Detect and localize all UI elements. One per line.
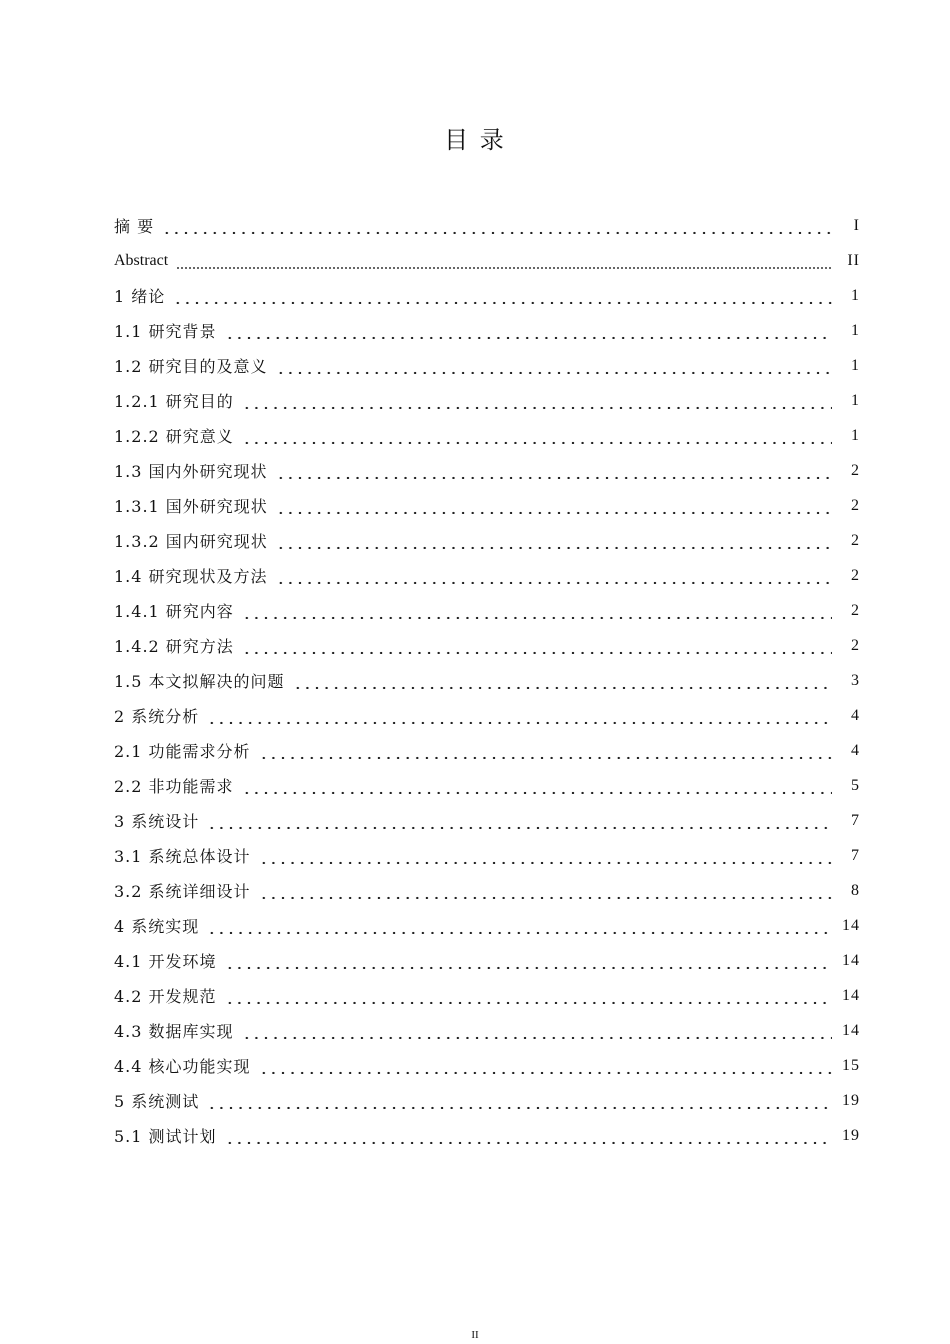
toc-entry[interactable] (114, 1013, 860, 1048)
dot-leader (242, 778, 832, 794)
dot-leader (207, 918, 832, 934)
toc-entry-page: 14 (842, 916, 860, 934)
toc-entry[interactable] (114, 943, 860, 978)
toc-entry[interactable] (114, 698, 860, 733)
toc-entry[interactable] (114, 908, 860, 943)
toc-entry[interactable] (114, 453, 860, 488)
dot-leader (207, 1093, 832, 1109)
toc-entry[interactable] (114, 1118, 860, 1153)
toc-entry[interactable] (114, 733, 860, 768)
dot-leader (162, 218, 832, 234)
toc-entry-label: 4.2 开发规范 (114, 987, 217, 1006)
toc-entry[interactable] (114, 768, 860, 803)
toc-entry-label: 2.2 非功能需求 (114, 777, 234, 796)
toc-entry-label: 1.3.1 国外研究现状 (114, 497, 268, 516)
table-of-contents (114, 208, 860, 1153)
toc-entry-page: 2 (851, 636, 860, 654)
toc-entry-page: 7 (851, 846, 860, 864)
toc-entry[interactable] (114, 523, 860, 558)
toc-entry-label: 2 系统分析 (114, 707, 200, 726)
toc-entry-page: 1 (851, 426, 860, 444)
dot-leader (176, 253, 832, 269)
toc-entry-page: 3 (851, 671, 860, 689)
dot-leader (242, 393, 832, 409)
toc-entry-page: 14 (842, 951, 860, 969)
toc-entry-label: 1.2.1 研究目的 (114, 392, 234, 411)
toc-entry-page: 5 (851, 776, 860, 794)
dot-leader (225, 323, 832, 339)
dot-leader (242, 638, 832, 654)
dot-leader (259, 848, 832, 864)
toc-entry-label: 1.4.2 研究方法 (114, 637, 234, 656)
toc-entry[interactable] (114, 838, 860, 873)
toc-entry-page: 19 (842, 1126, 860, 1144)
toc-entry[interactable] (114, 978, 860, 1013)
toc-entry-label: 1 绪论 (114, 287, 166, 306)
toc-entry-page: 1 (851, 391, 860, 409)
toc-entry-page: 4 (851, 706, 860, 724)
toc-entry-label: Abstract (114, 251, 169, 269)
toc-entry-page: 2 (851, 496, 860, 514)
toc-entry-page: 1 (851, 321, 860, 339)
dot-leader (242, 1023, 832, 1039)
dot-leader (276, 358, 832, 374)
toc-entry-label: 1.4.1 研究内容 (114, 602, 234, 621)
toc-entry[interactable] (114, 628, 860, 663)
dot-leader (225, 1128, 832, 1144)
dot-leader (259, 883, 832, 899)
toc-entry-label: 1.3.2 国内研究现状 (114, 532, 268, 551)
toc-entry-page: 1 (851, 356, 860, 374)
toc-entry-label: 4.1 开发环境 (114, 952, 217, 971)
toc-entry[interactable] (114, 558, 860, 593)
toc-entry-page: I (853, 216, 860, 234)
toc-entry[interactable] (114, 593, 860, 628)
toc-entry-page: 1 (851, 286, 860, 304)
toc-entry-label: 摘 要 (114, 217, 155, 236)
toc-entry-label: 4.3 数据库实现 (114, 1022, 234, 1041)
dot-leader (259, 1058, 832, 1074)
toc-entry[interactable] (114, 873, 860, 908)
dot-leader (276, 533, 832, 549)
toc-entry-page: 2 (851, 461, 860, 479)
footer-page-number: II (471, 1329, 479, 1341)
dot-leader (276, 568, 832, 584)
toc-entry[interactable] (114, 488, 860, 523)
toc-entry-label: 5.1 测试计划 (114, 1127, 217, 1146)
dot-leader (276, 498, 832, 514)
toc-entry-page: 8 (851, 881, 860, 899)
dot-leader (276, 463, 832, 479)
toc-entry[interactable] (114, 1048, 860, 1083)
dot-leader (225, 988, 832, 1004)
toc-entry-page: II (847, 251, 860, 269)
toc-entry-page: 4 (851, 741, 860, 759)
toc-entry-label: 5 系统测试 (114, 1092, 200, 1111)
dot-leader (207, 708, 832, 724)
toc-entry-label: 1.1 研究背景 (114, 322, 217, 341)
dot-leader (207, 813, 832, 829)
toc-entry-label: 3 系统设计 (114, 812, 200, 831)
toc-entry-page: 14 (842, 1021, 860, 1039)
dot-leader (173, 288, 832, 304)
toc-entry[interactable] (114, 383, 860, 418)
toc-entry-page: 2 (851, 531, 860, 549)
toc-entry[interactable] (114, 313, 860, 348)
toc-entry-page: 14 (842, 986, 860, 1004)
toc-entry-label: 3.2 系统详细设计 (114, 882, 251, 901)
toc-entry-label: 2.1 功能需求分析 (114, 742, 251, 761)
dot-leader (259, 743, 832, 759)
toc-entry-label: 1.5 本文拟解决的问题 (114, 672, 285, 691)
toc-entry-label: 1.3 国内外研究现状 (114, 462, 268, 481)
toc-entry[interactable] (114, 208, 860, 243)
toc-entry-page: 19 (842, 1091, 860, 1109)
toc-entry-label: 4 系统实现 (114, 917, 200, 936)
toc-entry-label: 1.2.2 研究意义 (114, 427, 234, 446)
dot-leader (242, 603, 832, 619)
page-title: 目 录 (444, 126, 506, 154)
toc-entry[interactable] (114, 803, 860, 838)
toc-entry-page: 15 (842, 1056, 860, 1074)
toc-entry-label: 3.1 系统总体设计 (114, 847, 251, 866)
toc-entry-page: 2 (851, 601, 860, 619)
toc-entry-label: 1.2 研究目的及意义 (114, 357, 268, 376)
toc-entry[interactable] (114, 348, 860, 383)
toc-entry[interactable] (114, 418, 860, 453)
toc-entry-label: 1.4 研究现状及方法 (114, 567, 268, 586)
toc-entry-page: 7 (851, 811, 860, 829)
toc-entry-label: 4.4 核心功能实现 (114, 1057, 251, 1076)
toc-entry[interactable] (114, 278, 860, 313)
toc-entry-page: 2 (851, 566, 860, 584)
toc-entry[interactable] (114, 1083, 860, 1118)
toc-entry[interactable] (114, 243, 860, 278)
dot-leader (225, 953, 832, 969)
dot-leader (242, 428, 832, 444)
toc-entry[interactable] (114, 663, 860, 698)
dot-leader (293, 673, 832, 689)
